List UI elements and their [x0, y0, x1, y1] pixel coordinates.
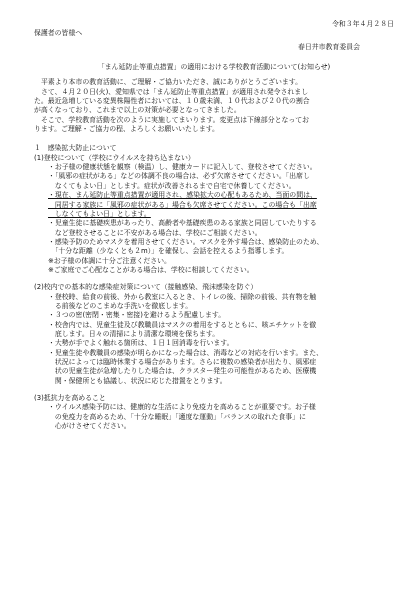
document-title: 「まん延防止等重点措置」の適用における学校教育活動について(お知らせ): [97, 63, 331, 72]
list-item: 状況によっては臨時休業する場合があります。さらに複数の感染者が出たり、風邪症: [48, 358, 317, 366]
sender: 春日井市教育委員会: [297, 42, 360, 51]
list-item: など登校させることに不安がある場合は、学校にご相談ください。: [48, 228, 262, 237]
note-line: ※ご家庭でご心配なことがある場合は、学校に相談してください。: [48, 265, 254, 274]
list-item: ・大勢が手でよく触れる箇所は、１日１回消毒を行います。: [48, 339, 234, 348]
intro-line: が高くなっており、これまで以上の対策が必要となってきました。: [34, 106, 241, 115]
list-item: 状の児童生徒が急増したりした場合は、クラスター発生の可能性があるため、医療機: [48, 367, 317, 376]
list-item: ・児童生徒に基礎疾患があったり、高齢者や基礎疾患のある家族と同居していたりする: [48, 219, 317, 228]
list-item: 心がけさせてください。: [48, 422, 131, 431]
list-item: ・校舎内では、児童生徒及び教職員はマスクの着用をするとともに、咳エチケットを徹: [48, 320, 317, 329]
list-item: ・３つの密(密閉・密集・密接)を避けるよう配慮します。: [48, 311, 226, 320]
list-item: の免疫力を高めるため、「十分な睡眠」「適度な運動」「バランスの取れた食事」に: [48, 412, 306, 421]
list-item: 関・保健所とも協議し、状況に応じた措置をとります。: [48, 376, 227, 385]
list-item: る前後などのこまめな手洗いを徹底します。: [48, 301, 193, 310]
list-item: なくてもよい日」とします。症状が改善されるまで自宅で休養してください。: [48, 181, 296, 190]
intro-line: さて、４月２０日(火)、愛知県では「まん延防止等重点措置」が適用され発令されまし: [41, 87, 309, 96]
issue-date: 令和３年４月２８日: [331, 20, 394, 28]
list-item: ・感染予防のためマスクを着用させてください。マスクを外す場合は、感染防止のため、: [48, 237, 324, 246]
intro-line: ります。ご理解・ご協力の程、よろしくお願いいたします。: [34, 125, 219, 134]
list-item: 「十分な距離（少なくとも２m）」を確保し、会話を控えるよう指導します。: [48, 247, 289, 256]
list-item: ・児童生徒や教職員の感染が明らかになった場合は、消毒などの対応を行います。また、: [48, 348, 324, 357]
list-item: ・ウイルス感染予防には、健康的な生活により免疫力を高めることが重要です。お子様: [48, 403, 316, 412]
list-item: ・お子様の健康状態を観察（検温）し、健康カードに記入して、登校させてください。: [48, 163, 317, 172]
subsection-heading: (2)校内での基本的な感染症対策について（接触感染、飛沫感染を防ぐ）: [34, 283, 258, 292]
highlighted-line: ・現在、まん延防止等重点措置が適用され、感染拡大の心配もあるため、当面の間は、: [48, 191, 317, 200]
list-item: 底します。日々の清掃により清潔な環境を保ちます。: [48, 329, 220, 338]
note-line: ※お子様の体調に十分ご注意ください。: [48, 256, 171, 265]
intro-line: た。最近急増している変異株陽性者においては、１０歳未満、１０代および２０代の割合: [34, 97, 310, 106]
intro-line: そこで、学校教育活動を次のように実施してまいります。変更点は下線部分となってお: [41, 115, 310, 124]
highlighted-line: しなくてもよい日」とします。: [48, 209, 151, 218]
highlighted-notice: [34, 191, 394, 219]
section1-heading: １ 感染拡大防止について: [34, 144, 117, 153]
recipient: 保護者の皆様へ: [34, 29, 83, 38]
highlighted-line: 同居する家族に「風邪の症状がある」場合も欠席させてください。この場合も「出席: [48, 200, 317, 209]
intro-line: 平素より本市の教育活動に、ご理解・ご協力いただき、誠にありがとうございます。: [41, 78, 303, 87]
list-item: ・登校時、給食の前後、外から教室に入るとき、トイレの後、掃除の前後、共有物を触: [48, 292, 317, 301]
list-item: ・「風邪の症状がある」などの体調不良の場合は、必ず欠席させてください。「出席し: [48, 172, 310, 181]
subsection-heading: (1)登校について（学校にウイルスを持ち込まない）: [34, 153, 195, 162]
subsection-heading: (3)抵抗力を高めること: [34, 394, 106, 403]
